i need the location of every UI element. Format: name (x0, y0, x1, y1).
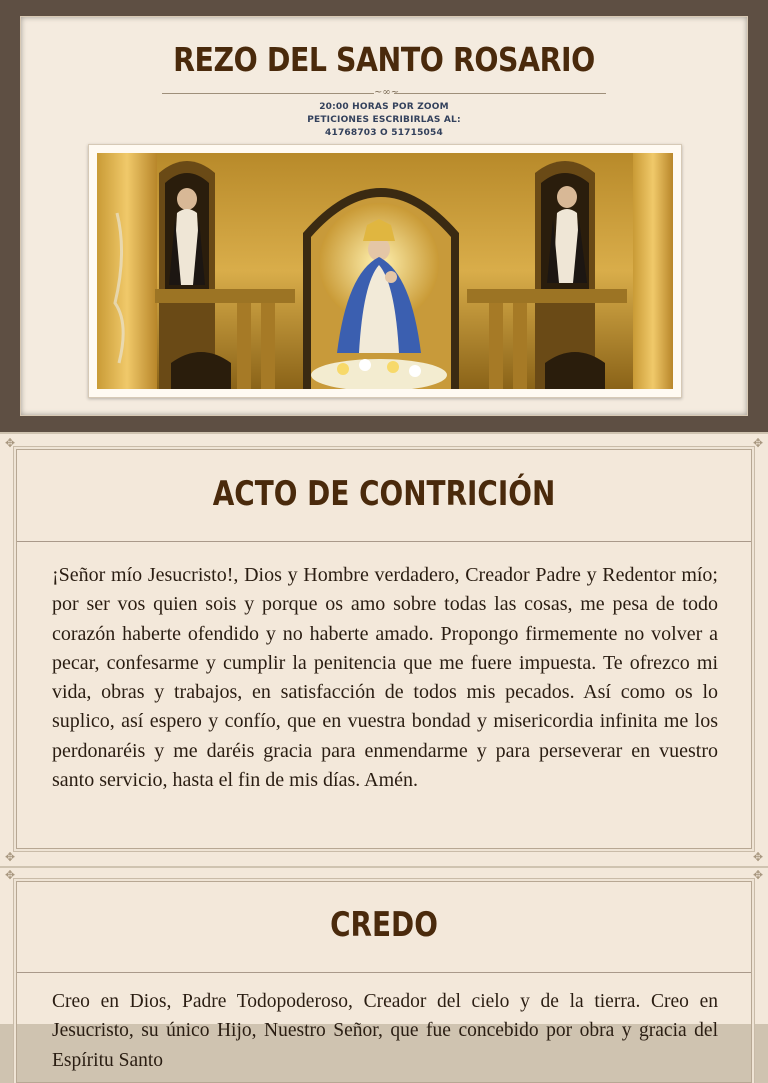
corner-ornament-icon: ✥ (4, 868, 16, 882)
corner-ornament-icon: ✥ (4, 436, 16, 450)
corner-ornament-icon: ✥ (4, 850, 16, 864)
title-slide-heading: REZO DEL SANTO ROSARIO (173, 40, 595, 79)
corner-ornament-icon: ✥ (752, 436, 764, 450)
credo-prayer-text: Creo en Dios, Padre Todopoderoso, Creador del cielo y de la tierra. Creo en Jesucristo, su único Hijo, Nuestro Señor, que fue concebido por obra y gracia del Espíritu Santo (52, 991, 718, 1071)
altar-photo (97, 153, 673, 389)
corner-ornament-icon: ✥ (752, 850, 764, 864)
contrition-prayer-text: ¡Señor mío Jesucristo!, Dios y Hombre verdadero, Creador Padre y Redentor mío; por ser vos quien sois y porque os amo sobre todas las cosas, me pesa de todo corazón haberte ofendido y no haberte amado. Propongo firmemente no volver a pecar, confesarme y cumplir la penitencia que me fuere impuesta. Te ofrezco mi vida, obras y trabajos, en satisfacción de todos mis pecados. Así como os lo suplico, así espero y confío, que en vuestra bondad y misericordia infinita me los perdonaréis y me daréis gracia para enmendarme y para perseverar en vuestro santo servicio, hasta el fin de mis días. Amén. (52, 564, 718, 792)
contrition-title: ACTO DE CONTRICIÓN (212, 474, 556, 514)
contrition-slide (0, 434, 768, 866)
title-slide (0, 0, 768, 432)
phone-numbers-text: 41768703 O 51715054 (325, 128, 443, 138)
credo-title: CREDO (330, 905, 438, 945)
altar-photo-frame (88, 144, 682, 398)
petitions-text: PETICIONES ESCRIBIRLAS AL: (307, 115, 461, 125)
credo-slide (0, 868, 768, 1071)
corner-ornament-icon: ✥ (752, 868, 764, 882)
divider-ornament-icon: ~∞~ (374, 87, 400, 98)
schedule-text: 20:00 HORAS POR ZOOM (319, 102, 449, 112)
